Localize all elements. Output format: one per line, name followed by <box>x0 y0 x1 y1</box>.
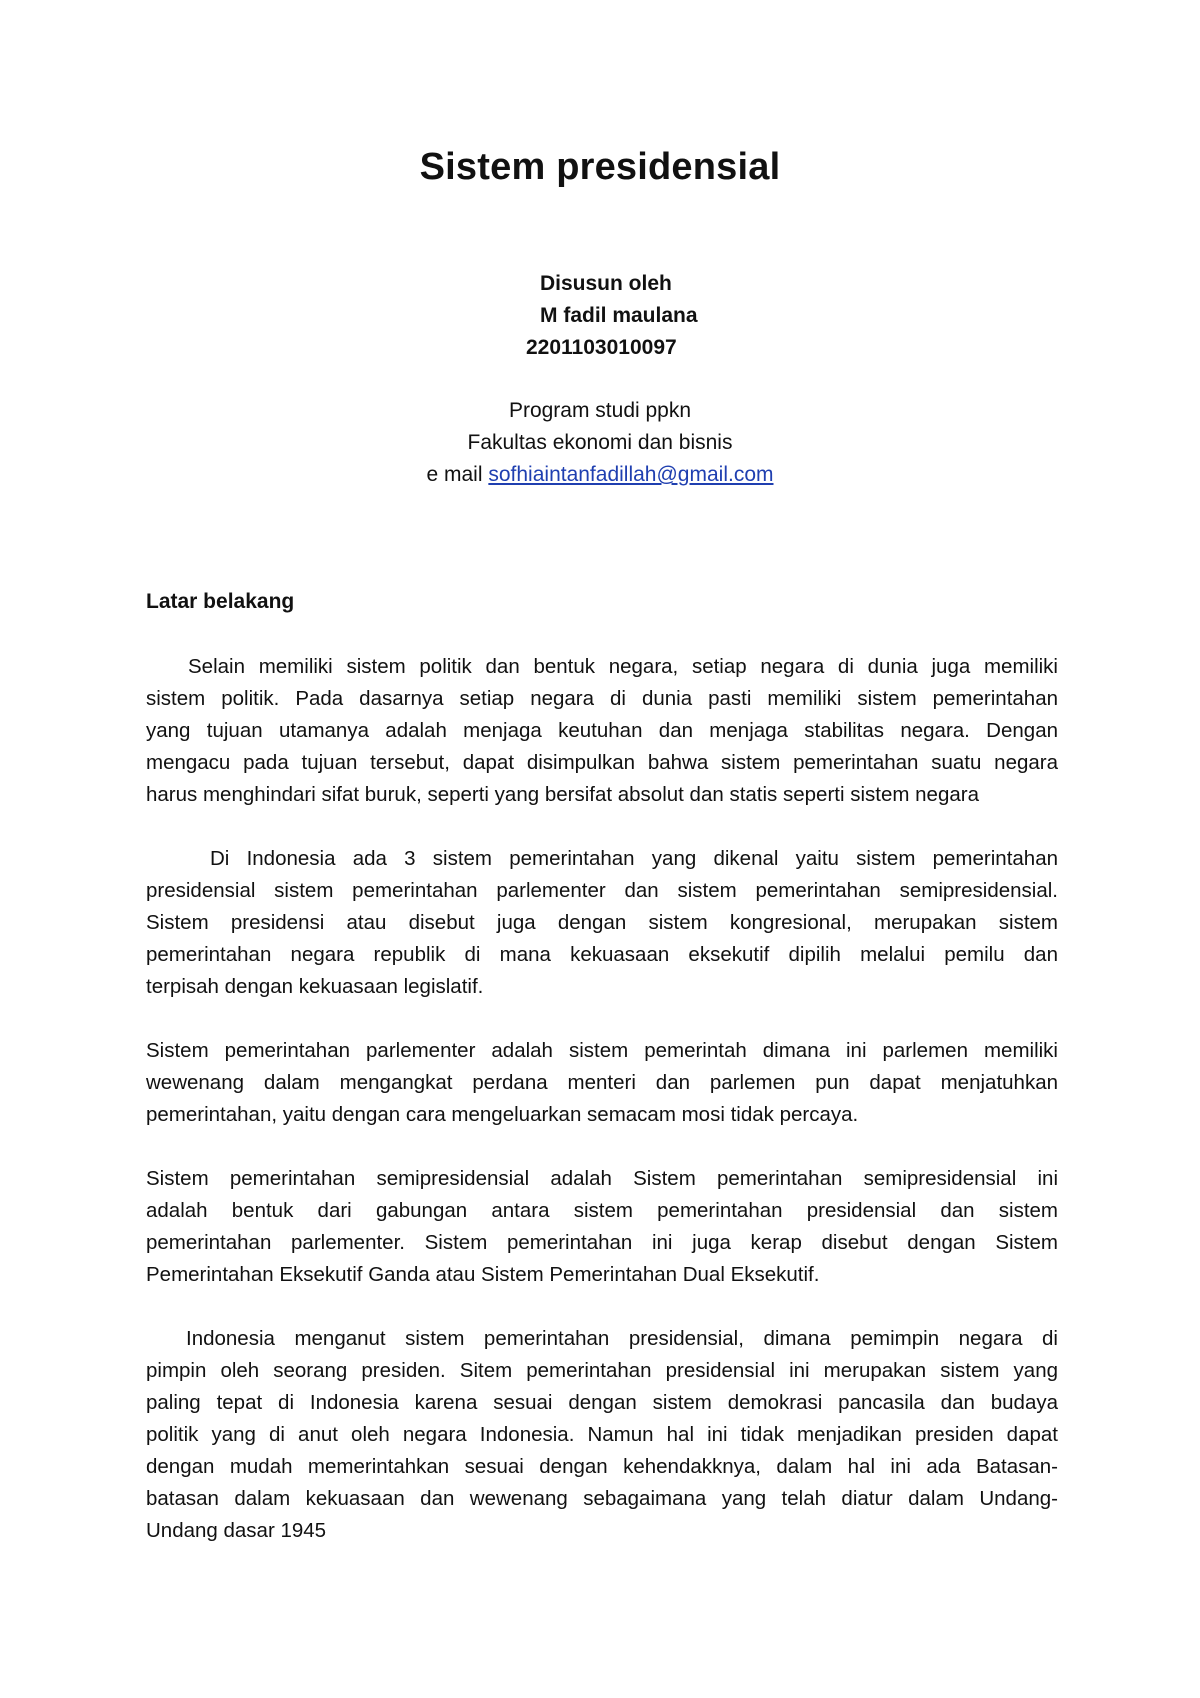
email-label: e mail <box>426 463 483 486</box>
paragraph-4 <box>146 1163 1058 1291</box>
paragraph-line: pemerintahan parlementer. Sistem pemerintahan ini juga kerap disebut dengan Sistem <box>146 1231 1058 1254</box>
email-link[interactable]: sofhiaintanfadillah@gmail.com <box>488 463 774 486</box>
paragraph-line: pemerintahan negara republik di mana kekuasaan eksekutif dipilih melalui pemilu dan <box>146 943 1058 966</box>
paragraph-line: Indonesia menganut sistem pemerintahan presidensial, dimana pemimpin negara di <box>186 1327 1058 1350</box>
paragraph-line: harus menghindari sifat buruk, seperti yang bersifat absolut dan statis seperti sistem negara <box>146 783 979 806</box>
paragraph-line: mengacu pada tujuan tersebut, dapat disimpulkan bahwa sistem pemerintahan suatu negara <box>146 751 1058 774</box>
paragraph-1 <box>146 651 1058 811</box>
paragraph-line: dengan mudah memerintahkan sesuai dengan kehendakknya, dalam hal ini ada Batasan- <box>146 1455 1058 1478</box>
paragraph-line: sistem politik. Pada dasarnya setiap negara di dunia pasti memiliki sistem pemerintahan <box>146 687 1058 710</box>
affiliation-block <box>0 395 1200 491</box>
paragraph-line: paling tepat di Indonesia karena sesuai dengan sistem demokrasi pancasila dan budaya <box>146 1391 1058 1414</box>
paragraph-line: Di Indonesia ada 3 sistem pemerintahan yang dikenal yaitu sistem pemerintahan <box>210 847 1058 870</box>
paragraph-line: wewenang dalam mengangkat perdana menteri dan parlemen pun dapat menjatuhkan <box>146 1071 1058 1094</box>
section-heading: Latar belakang <box>146 590 295 613</box>
paragraph-line: terpisah dengan kekuasaan legislatif. <box>146 975 484 998</box>
paragraph-2 <box>146 843 1058 1003</box>
program-line: Program studi ppkn <box>508 399 692 422</box>
document-title: Sistem presidensial <box>419 146 781 188</box>
paragraph-line: politik yang di anut oleh negara Indonesia. Namun hal ini tidak menjadikan presiden dapat <box>146 1423 1058 1446</box>
prepared-by-label: Disusun oleh <box>540 272 672 295</box>
author-name: M fadil maulana <box>540 304 698 327</box>
paragraph-line: adalah bentuk dari gabungan antara sistem pemerintahan presidensial dan sistem <box>146 1199 1058 1222</box>
paragraph-line: Sistem pemerintahan parlementer adalah sistem pemerintah dimana ini parlemen memiliki <box>146 1039 1058 1062</box>
paragraph-5 <box>146 1323 1058 1547</box>
paragraph-line: Sistem presidensi atau disebut juga dengan sistem kongresional, merupakan sistem <box>146 911 1058 934</box>
paragraph-3 <box>146 1035 1058 1131</box>
paragraph-line: Undang dasar 1945 <box>146 1519 327 1542</box>
student-id: 2201103010097 <box>526 336 677 359</box>
paragraph-line: yang tujuan utamanya adalah menjaga keutuhan dan menjaga stabilitas negara. Dengan <box>146 719 1058 742</box>
paragraph-line: batasan dalam kekuasaan dan wewenang sebagaimana yang telah diatur dalam Undang- <box>146 1487 1058 1510</box>
paragraph-line: pimpin oleh seorang presiden. Sitem pemerintahan presidensial ini merupakan sistem yang <box>146 1359 1058 1382</box>
faculty-line: Fakultas ekonomi dan bisnis <box>467 431 733 454</box>
paragraph-line: Pemerintahan Eksekutif Ganda atau Sistem Pemerintahan Dual Eksekutif. <box>146 1263 820 1286</box>
email-line <box>0 459 1200 491</box>
paragraph-line: Selain memiliki sistem politik dan bentuk negara, setiap negara di dunia juga memiliki <box>188 655 1058 678</box>
paragraph-line: presidensial sistem pemerintahan parlementer dan sistem pemerintahan semipresidensial. <box>146 879 1058 902</box>
paragraph-line: Sistem pemerintahan semipresidensial adalah Sistem pemerintahan semipresidensial ini <box>146 1167 1058 1190</box>
paragraph-line: pemerintahan, yaitu dengan cara mengeluarkan semacam mosi tidak percaya. <box>146 1103 859 1126</box>
